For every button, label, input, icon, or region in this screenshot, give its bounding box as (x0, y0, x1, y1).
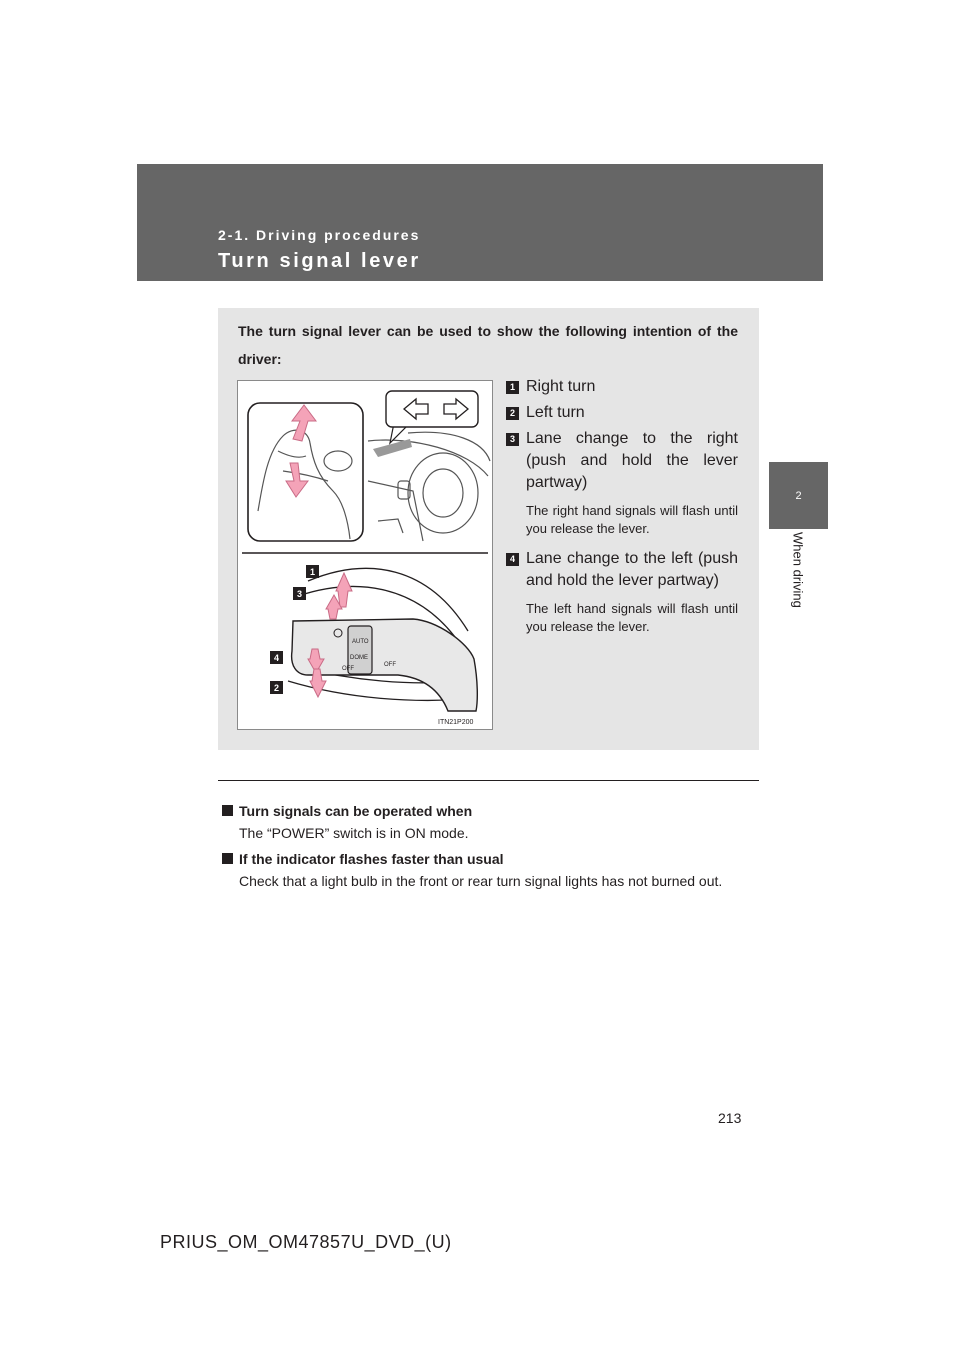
callout-3: 3 (296, 589, 303, 599)
step-badge: 4 (506, 553, 519, 566)
chapter-name (768, 528, 828, 628)
note-title: If the indicator flashes faster than usual (239, 851, 504, 867)
step-badge: 3 (506, 433, 519, 446)
chapter-number: 2 (795, 490, 802, 502)
callout-4: 4 (273, 653, 280, 663)
step-note: The left hand signals will flash until you release the lever. (526, 601, 738, 634)
note-body: The “POWER” switch is in ON mode. (239, 825, 469, 841)
step-item (506, 376, 738, 398)
step-text: Lane change to the left (push and hold the lever partway) (526, 550, 738, 589)
lever-label-off-1: OFF (342, 666, 354, 672)
step-note: The right hand signals will flash until you release the lever. (526, 503, 738, 536)
square-bullet-icon (222, 805, 233, 816)
section-divider (218, 780, 759, 781)
note-title: Turn signals can be operated when (239, 803, 473, 819)
callout-1: 1 (309, 567, 316, 577)
page-number: 213 (718, 1110, 742, 1126)
square-bullet-icon (222, 853, 233, 864)
note-heading (222, 848, 754, 870)
step-badge: 1 (506, 381, 519, 394)
step-list (506, 376, 738, 636)
step-badge: 2 (506, 407, 519, 420)
figure-code: ITN21P200 (438, 719, 474, 726)
note-heading (222, 800, 754, 822)
turn-signal-figure (237, 380, 493, 730)
notes-section (222, 800, 754, 896)
lever-stalk-small (373, 439, 412, 457)
page-title: Turn signal lever (218, 250, 421, 272)
step-item (506, 548, 738, 636)
lever-label-auto: AUTO (352, 639, 369, 645)
step-text: Lane change to the right (push and hold the lever partway) (526, 430, 738, 491)
callout-2: 2 (273, 683, 280, 693)
lever-label-dome: DOME (350, 655, 368, 661)
lever-label-off-2: OFF (384, 662, 396, 668)
section-label: 2-1. Driving procedures (218, 227, 421, 243)
turn-signal-illustration (238, 381, 492, 729)
step-text: Left turn (526, 404, 585, 421)
step-item (506, 428, 738, 538)
intro-text: The turn signal lever can be used to show the following intention of the driver: (238, 323, 738, 367)
note-body: Check that a light bulb in the front or rear turn signal lights has not burned out. (239, 873, 723, 889)
chapter-name-text: When driving (790, 532, 806, 608)
document-code: PRIUS_OM_OM47857U_DVD_(U) (160, 1232, 452, 1252)
step-text: Right turn (526, 378, 596, 395)
step-item (506, 402, 738, 424)
